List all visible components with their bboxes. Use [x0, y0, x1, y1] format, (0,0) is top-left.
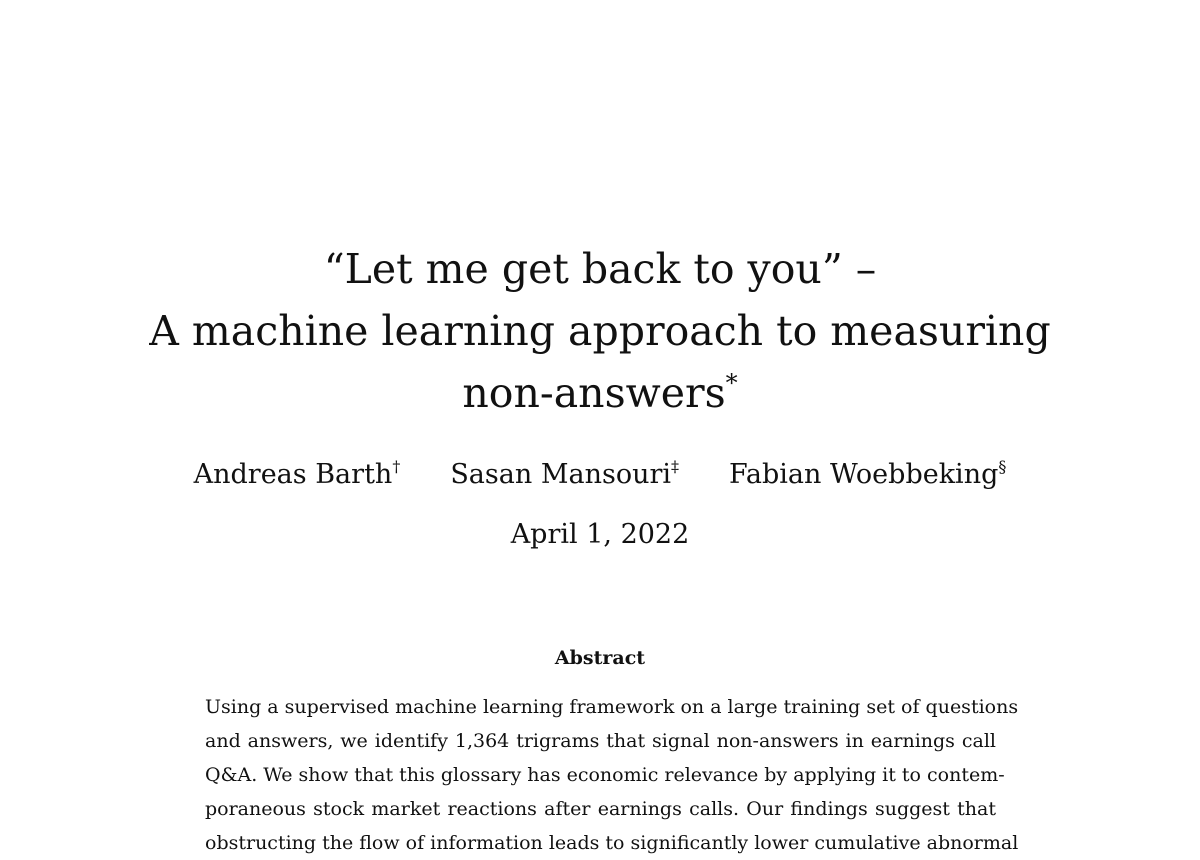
author-2-name: Sasan Mansouri — [450, 459, 672, 490]
abstract-line-5: obstructing the flow of information leads to significantly lower cumulative abnormal — [205, 832, 1019, 854]
abstract-body — [205, 690, 1019, 860]
title-line-3 — [0, 362, 1200, 424]
abstract-line-3: Q&A. We show that this glossary has economic relevance by applying it to contem- — [205, 764, 1005, 786]
title-line-1: “Let me get back to you” – — [323, 245, 877, 293]
title-line-3-text: non-answers — [462, 369, 726, 417]
abstract-heading: Abstract — [554, 647, 646, 669]
paper-title — [0, 238, 1200, 424]
author-1-name: Andreas Barth — [193, 459, 393, 490]
abstract-line-1: Using a supervised machine learning framework on a large training set of questions — [205, 696, 1019, 718]
publication-date: April 1, 2022 — [510, 519, 690, 550]
author-3 — [729, 455, 1006, 495]
title-footnote-mark[interactable]: * — [725, 369, 738, 397]
abstract-line-2: and answers, we identify 1,364 trigrams that signal non-answers in earnings call — [205, 730, 996, 752]
author-3-name: Fabian Woebbeking — [729, 459, 999, 490]
author-1-footnote-mark[interactable]: † — [392, 457, 401, 476]
author-2-footnote-mark[interactable]: ‡ — [671, 457, 680, 476]
abstract-line-4: poraneous stock market reactions after earnings calls. Our findings suggest that — [205, 798, 996, 820]
author-3-footnote-mark[interactable]: § — [998, 457, 1007, 476]
author-list — [0, 455, 1200, 495]
author-1 — [194, 455, 401, 495]
title-line-2: A machine learning approach to measuring — [149, 307, 1051, 355]
author-2 — [450, 455, 679, 495]
